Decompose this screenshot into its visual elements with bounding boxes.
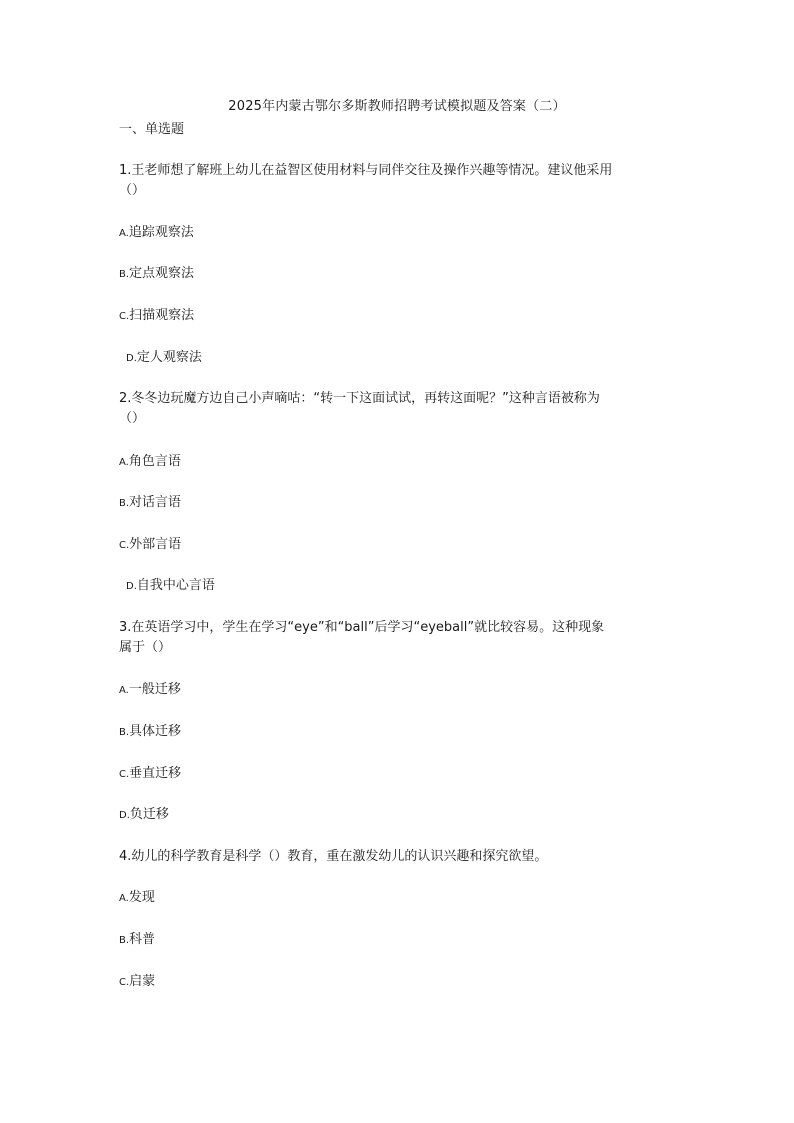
question-4-option-c (119, 972, 679, 992)
option-key: A. (119, 893, 129, 904)
option-key: B. (119, 498, 130, 509)
option-text: 定点观察法 (129, 266, 195, 281)
question-3-option-c (119, 764, 679, 784)
option-key: D. (119, 810, 130, 821)
question-1-option-a (119, 223, 679, 243)
option-key: C. (119, 311, 130, 322)
option-text: 负迁移 (129, 807, 169, 822)
question-2-option-d (126, 576, 686, 596)
option-text: 扫描观察法 (129, 308, 195, 323)
option-key: B. (119, 727, 130, 738)
question-2-option-b (119, 493, 679, 513)
question-1-stem-cont: （） (119, 183, 146, 198)
option-key: A. (119, 685, 129, 696)
option-text: 科普 (129, 932, 156, 947)
question-4-option-b (119, 930, 679, 950)
option-text: 发现 (128, 890, 155, 905)
question-4-stem: 4.幼儿的科学教育是科学（）教育，重在激发幼儿的认识兴趣和探究欲望。 (119, 849, 548, 864)
option-text: 具体迁移 (129, 724, 182, 739)
option-key: D. (126, 353, 137, 364)
option-text: 垂直迁移 (129, 766, 182, 781)
option-text: 一般迁移 (128, 682, 181, 697)
question-3-option-b (119, 722, 679, 742)
option-key: C. (119, 769, 130, 780)
question-2-stem: 2.冬冬边玩魔方边自己小声嘀咕：“转一下这面试试，再转这面呢？”这种言语被称为 (119, 391, 600, 406)
section-heading: 一、单选题 (119, 122, 185, 137)
question-1-option-d (126, 348, 686, 368)
option-text: 对话言语 (129, 495, 182, 510)
option-key: B. (119, 935, 130, 946)
option-text: 启蒙 (129, 974, 156, 989)
option-key: A. (119, 228, 129, 239)
option-text: 追踪观察法 (128, 225, 194, 240)
option-key: C. (119, 977, 130, 988)
question-2-option-c (119, 535, 679, 555)
question-1-option-c (119, 306, 679, 326)
question-3-option-d (119, 805, 679, 825)
document-title: 2025年内蒙古鄂尔多斯教师招聘考试模拟题及答案（二） (228, 99, 566, 114)
option-key: C. (119, 540, 130, 551)
question-3-option-a (119, 680, 679, 700)
option-text: 自我中心言语 (136, 578, 215, 593)
question-3-stem-cont: 属于（） (119, 640, 172, 655)
question-2-stem-cont: （） (119, 411, 146, 426)
question-4-option-a (119, 888, 679, 908)
option-key: A. (119, 457, 129, 468)
question-2-option-a (119, 452, 679, 472)
option-text: 外部言语 (129, 537, 182, 552)
question-1-stem: 1.王老师想了解班上幼儿在益智区使用材料与同伴交往及操作兴趣等情况。建议他采用 (119, 163, 613, 178)
question-1-option-b (119, 264, 679, 284)
option-text: 定人观察法 (136, 350, 202, 365)
option-key: D. (126, 581, 137, 592)
option-key: B. (119, 269, 130, 280)
question-3-stem: 3.在英语学习中，学生在学习“eye”和“ball”后学习“eyeball”就比较容易。这种现象 (119, 620, 605, 635)
option-text: 角色言语 (128, 454, 181, 469)
